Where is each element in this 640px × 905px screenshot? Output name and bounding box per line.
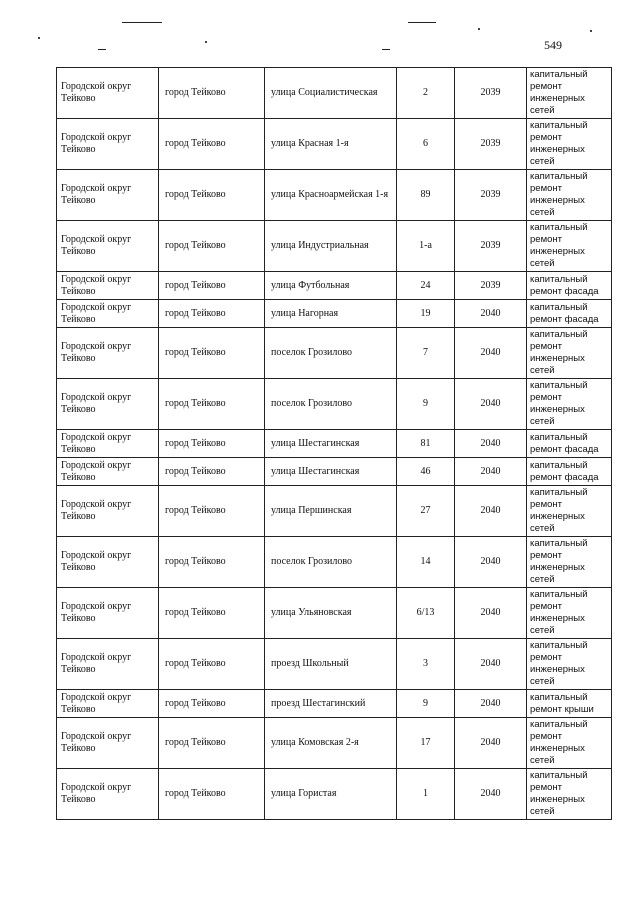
table-row <box>57 769 612 820</box>
house-number-cell: 2 <box>397 68 455 119</box>
city-cell: город Тейково <box>159 458 265 486</box>
municipality-cell: Городской округ Тейково <box>57 68 159 119</box>
street-cell: улица Шестагинская <box>265 430 397 458</box>
municipality-cell: Городской округ Тейково <box>57 379 159 430</box>
house-number-cell: 7 <box>397 328 455 379</box>
work-type-cell: капитальный ремонт фасада <box>527 300 612 328</box>
work-type-cell: капитальный ремонт фасада <box>527 272 612 300</box>
table-row <box>57 690 612 718</box>
street-cell: улица Социалистическая <box>265 68 397 119</box>
work-type-cell: капитальный ремонт инженерных сетей <box>527 486 612 537</box>
municipality-cell: Городской округ Тейково <box>57 272 159 300</box>
street-cell: улица Гористая <box>265 769 397 820</box>
municipality-cell: Городской округ Тейково <box>57 458 159 486</box>
scan-artifact-line <box>122 22 162 23</box>
city-cell: город Тейково <box>159 588 265 639</box>
scan-artifact-line <box>98 49 106 50</box>
street-cell: поселок Грозилово <box>265 537 397 588</box>
table-row <box>57 119 612 170</box>
house-number-cell: 27 <box>397 486 455 537</box>
street-cell: улица Футбольная <box>265 272 397 300</box>
city-cell: город Тейково <box>159 430 265 458</box>
house-number-cell: 14 <box>397 537 455 588</box>
house-number-cell: 24 <box>397 272 455 300</box>
house-number-cell: 3 <box>397 639 455 690</box>
municipality-cell: Городской округ Тейково <box>57 430 159 458</box>
scan-artifact-dot <box>38 37 40 39</box>
scan-artifact-dot <box>590 30 592 32</box>
municipality-cell: Городской округ Тейково <box>57 718 159 769</box>
year-cell: 2040 <box>455 537 527 588</box>
year-cell: 2040 <box>455 486 527 537</box>
municipality-cell: Городской округ Тейково <box>57 221 159 272</box>
street-cell: улица Шестагинская <box>265 458 397 486</box>
year-cell: 2039 <box>455 221 527 272</box>
street-cell: улица Индустриальная <box>265 221 397 272</box>
city-cell: город Тейково <box>159 170 265 221</box>
municipality-cell: Городской округ Тейково <box>57 690 159 718</box>
city-cell: город Тейково <box>159 690 265 718</box>
work-type-cell: капитальный ремонт инженерных сетей <box>527 221 612 272</box>
city-cell: город Тейково <box>159 272 265 300</box>
house-number-cell: 9 <box>397 379 455 430</box>
table-row <box>57 486 612 537</box>
street-cell: поселок Грозилово <box>265 328 397 379</box>
work-type-cell: капитальный ремонт инженерных сетей <box>527 769 612 820</box>
street-cell: улица Комовская 2-я <box>265 718 397 769</box>
year-cell: 2040 <box>455 690 527 718</box>
street-cell: улица Красноармейская 1-я <box>265 170 397 221</box>
housing-repair-table <box>56 67 612 820</box>
table-row <box>57 170 612 221</box>
table-row <box>57 588 612 639</box>
work-type-cell: капитальный ремонт инженерных сетей <box>527 328 612 379</box>
table-row <box>57 328 612 379</box>
municipality-cell: Городской округ Тейково <box>57 769 159 820</box>
table-row <box>57 430 612 458</box>
municipality-cell: Городской округ Тейково <box>57 639 159 690</box>
house-number-cell: 1-а <box>397 221 455 272</box>
work-type-cell: капитальный ремонт инженерных сетей <box>527 379 612 430</box>
street-cell: проезд Школьный <box>265 639 397 690</box>
municipality-cell: Городской округ Тейково <box>57 119 159 170</box>
work-type-cell: капитальный ремонт крыши <box>527 690 612 718</box>
year-cell: 2040 <box>455 328 527 379</box>
table-row <box>57 300 612 328</box>
house-number-cell: 1 <box>397 769 455 820</box>
year-cell: 2040 <box>455 639 527 690</box>
year-cell: 2039 <box>455 272 527 300</box>
municipality-cell: Городской округ Тейково <box>57 588 159 639</box>
table-row <box>57 639 612 690</box>
table-row <box>57 537 612 588</box>
table-row <box>57 379 612 430</box>
street-cell: улица Красная 1-я <box>265 119 397 170</box>
city-cell: город Тейково <box>159 300 265 328</box>
scan-artifact-dot <box>205 41 207 43</box>
street-cell: улица Першинская <box>265 486 397 537</box>
municipality-cell: Городской округ Тейково <box>57 486 159 537</box>
work-type-cell: капитальный ремонт инженерных сетей <box>527 119 612 170</box>
city-cell: город Тейково <box>159 486 265 537</box>
municipality-cell: Городской округ Тейково <box>57 300 159 328</box>
city-cell: город Тейково <box>159 379 265 430</box>
scan-artifact-dot <box>478 28 480 30</box>
work-type-cell: капитальный ремонт инженерных сетей <box>527 170 612 221</box>
house-number-cell: 19 <box>397 300 455 328</box>
table-row <box>57 718 612 769</box>
municipality-cell: Городской округ Тейково <box>57 328 159 379</box>
year-cell: 2040 <box>455 458 527 486</box>
house-number-cell: 89 <box>397 170 455 221</box>
house-number-cell: 17 <box>397 718 455 769</box>
table-row <box>57 272 612 300</box>
scan-artifact-line <box>382 49 390 50</box>
table-row <box>57 221 612 272</box>
city-cell: город Тейково <box>159 221 265 272</box>
work-type-cell: капитальный ремонт инженерных сетей <box>527 588 612 639</box>
year-cell: 2040 <box>455 300 527 328</box>
city-cell: город Тейково <box>159 68 265 119</box>
city-cell: город Тейково <box>159 119 265 170</box>
city-cell: город Тейково <box>159 769 265 820</box>
year-cell: 2040 <box>455 379 527 430</box>
municipality-cell: Городской округ Тейково <box>57 537 159 588</box>
year-cell: 2040 <box>455 769 527 820</box>
year-cell: 2040 <box>455 430 527 458</box>
house-number-cell: 81 <box>397 430 455 458</box>
street-cell: поселок Грозилово <box>265 379 397 430</box>
year-cell: 2039 <box>455 119 527 170</box>
house-number-cell: 6/13 <box>397 588 455 639</box>
municipality-cell: Городской округ Тейково <box>57 170 159 221</box>
work-type-cell: капитальный ремонт фасада <box>527 458 612 486</box>
city-cell: город Тейково <box>159 639 265 690</box>
city-cell: город Тейково <box>159 328 265 379</box>
table-row <box>57 458 612 486</box>
street-cell: проезд Шестагинский <box>265 690 397 718</box>
page-number: 549 <box>544 38 562 52</box>
work-type-cell: капитальный ремонт инженерных сетей <box>527 718 612 769</box>
street-cell: улица Нагорная <box>265 300 397 328</box>
year-cell: 2039 <box>455 68 527 119</box>
street-cell: улица Ульяновская <box>265 588 397 639</box>
house-number-cell: 46 <box>397 458 455 486</box>
table-row <box>57 68 612 119</box>
work-type-cell: капитальный ремонт инженерных сетей <box>527 537 612 588</box>
year-cell: 2040 <box>455 718 527 769</box>
work-type-cell: капитальный ремонт фасада <box>527 430 612 458</box>
work-type-cell: капитальный ремонт инженерных сетей <box>527 68 612 119</box>
scan-artifact-line <box>408 22 436 23</box>
year-cell: 2040 <box>455 588 527 639</box>
work-type-cell: капитальный ремонт инженерных сетей <box>527 639 612 690</box>
year-cell: 2039 <box>455 170 527 221</box>
house-number-cell: 9 <box>397 690 455 718</box>
city-cell: город Тейково <box>159 718 265 769</box>
city-cell: город Тейково <box>159 537 265 588</box>
house-number-cell: 6 <box>397 119 455 170</box>
